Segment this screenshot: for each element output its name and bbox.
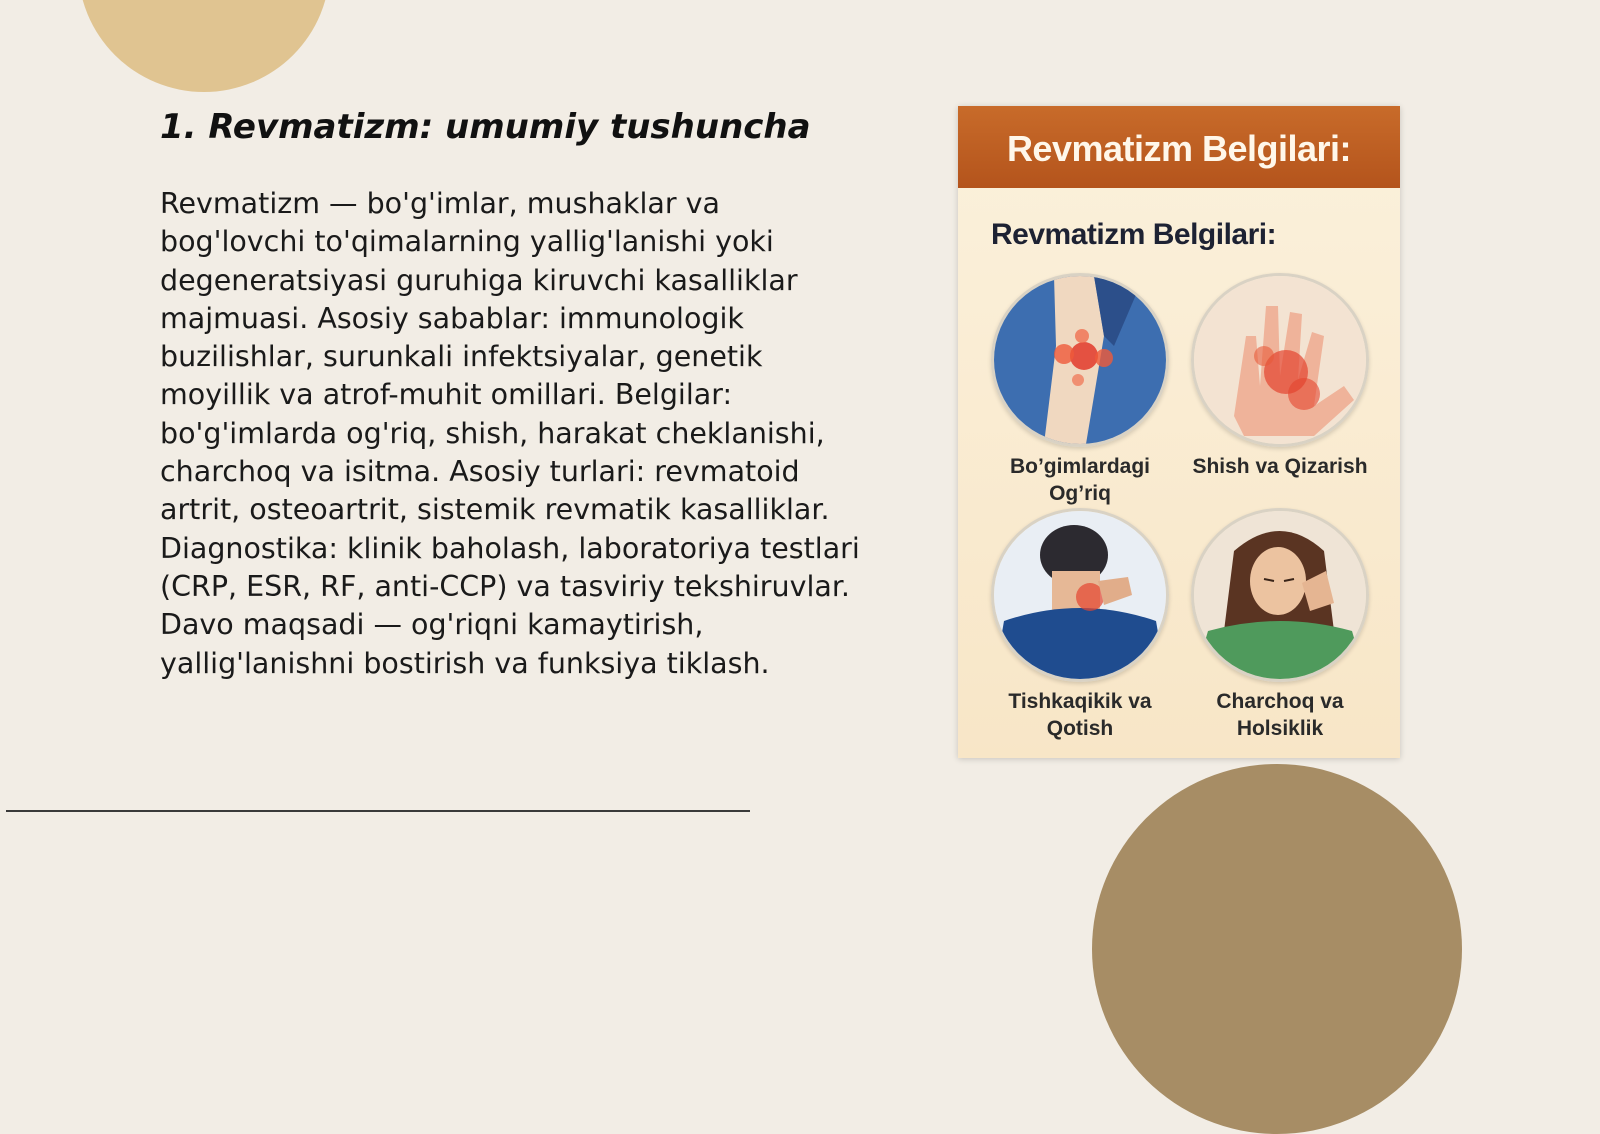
poster-header: Revmatizm Belgilari: [958, 106, 1400, 188]
knee-pain-icon [991, 273, 1169, 447]
slide-title: 1. Revmatizm: umumiy tushuncha [160, 107, 811, 147]
neck-stiffness-icon [991, 508, 1169, 682]
symptom-label: Tishkaqikik va Qotish [1008, 690, 1152, 740]
hand-swelling-icon [1191, 273, 1369, 447]
symptom-stiffness [980, 508, 1180, 742]
fatigue-icon [1191, 508, 1369, 682]
symptom-swelling-redness [1180, 273, 1380, 480]
symptom-fatigue [1180, 508, 1380, 742]
poster-subtitle: Revmatizm Belgilari: [991, 218, 1277, 251]
symptom-joint-pain [980, 273, 1180, 507]
decorative-circle-top [78, 0, 330, 92]
divider-line [6, 810, 750, 812]
symptom-label: Shish va Qizarish [1192, 455, 1368, 478]
slide-body-text: Revmatizm — bo'g'imlar, mushaklar va bog'lovchi to'qimalarning yallig'lanishi yoki degeneratsiyasi guruhiga kiruvchi kasalliklar majmuasi. Asosiy sabablar: immunologik buzilishlar, surunkali infektsiyalar, genetik moyillik va atrof-muhit omillari. Belgilar: bo'g'imlarda og'riq, shish, harakat cheklanishi, charchoq va isitma. Asosiy turlari: revmatoid artrit, osteoartrit, sistemik revmatik kasalliklar. Diagnostika: klinik baholash, laboratoriya testlari (CRP, ESR, RF, anti-CCP) va tasviriy tekshiruvlar. Davo maqsadi — og'riqni kamaytirish, yallig'lanishni bostirish va funksiya tiklash. [160, 187, 860, 680]
symptom-label: Charchoq va Holsiklik [1216, 690, 1344, 740]
symptom-label: Bo’gimlardagi Og’riq [1009, 455, 1151, 505]
symptoms-poster-image [958, 106, 1400, 758]
decorative-circle-bottom [1092, 764, 1462, 1134]
